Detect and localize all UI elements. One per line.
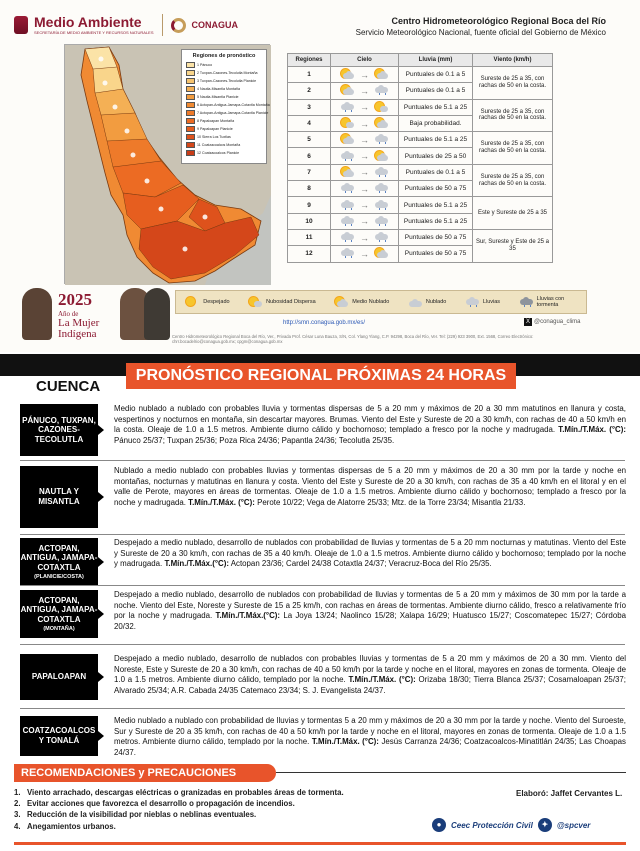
forecast-row: [288, 197, 553, 213]
conagua-ring-icon: [171, 18, 186, 33]
recommendations-title: RECOMENDACIONES y PRECAUCIONES: [14, 764, 276, 782]
basin-label: ACTOPAN, ANTIGUA, JAMAPA-COTAXTLA (MONTAÑA): [20, 590, 98, 638]
sky-icon: [374, 167, 389, 178]
legend-swatch: [186, 94, 195, 100]
cuenca-label: CUENCA: [36, 378, 101, 395]
woman-illustration: [22, 288, 52, 340]
sky-icon: [340, 102, 355, 113]
legend-item: 5 Nautla-Misantla Planicie: [186, 93, 262, 101]
pointer-triangle-icon: [98, 609, 104, 619]
basin-forecast-text: Medio nublado a nublado con probables lluvia y tormentas dispersas de 5 a 20 mm y máximos de 20 a 30 mm matutinos en llanura y costa, vespertinos y nocturnos en montaña, sin descartar mayores. Brumas. Viento del Este y Sureste de 20 a 30 km/h, con rachas de 40 a 50 km/h en la costa. Oleaje de 1.0 a 1.5 metros. Ambiente diurno cálido y bochornoso; templado a fresco por la noche y madrugada. T.Mín./T.Máx. (°C): Pánuco 25/37; Tuxpan 25/36; Poza Rica 24/36; Papantla 24/36; Tecolutla 25/35.: [114, 404, 626, 446]
forecast-regions-map: [64, 44, 270, 284]
sky-icon: [374, 232, 389, 243]
sky-cell: [331, 67, 399, 83]
sky-icon: [374, 69, 389, 80]
region-number: 1: [288, 67, 331, 83]
legend-swatch: [186, 110, 195, 116]
basin-label: PÁNUCO, TUXPAN, CAZONES-TECOLUTLA: [20, 404, 98, 456]
smn-link[interactable]: http://smn.conagua.gob.mx/es/: [283, 320, 366, 326]
region-number: 12: [288, 246, 331, 262]
sky-cell: [331, 132, 399, 148]
legend-items: [186, 61, 270, 157]
sky-icon: [374, 183, 389, 194]
wind-cell: Sureste de 25 a 35, con rachas de 50 en la costa.: [473, 164, 553, 197]
map-legend: [181, 49, 270, 164]
pointer-triangle-icon: [98, 425, 104, 435]
rain-cloud-icon: [465, 297, 480, 308]
wind-arrow-icon: →: [360, 200, 369, 211]
basin-label: ACTOPAN, ANTIGUA, JAMAPA-COTAXTLA (PLANICIE/COSTA): [20, 538, 98, 586]
rain-cell: Puntuales de 50 a 75: [399, 229, 473, 245]
sky-icon: [374, 134, 389, 145]
rain-cell: Puntuales de 5.1 a 25: [399, 99, 473, 115]
sky-cell: [331, 83, 399, 99]
anio-mujer-indigena-banner: [22, 286, 172, 344]
wind-arrow-icon: →: [360, 151, 369, 162]
basin-divider: [20, 708, 625, 709]
wind-cell: Este y Sureste de 25 a 35: [473, 197, 553, 230]
anio-year: 2025: [58, 290, 92, 309]
government-logos: [14, 10, 238, 40]
forecast-row: [288, 132, 553, 148]
sky-icon: [340, 232, 355, 243]
sky-icon: [340, 118, 355, 129]
sky-despejado: Despejado: [185, 297, 229, 308]
sky-nubosidad-dispersa: Nubosidad Dispersa: [248, 297, 316, 308]
legend-item: 8 Papaloapan Montaña: [186, 117, 262, 125]
recommendations-rule: [276, 772, 626, 773]
wind-cell: Sureste de 25 a 35, con rachas de 50 en la costa.: [473, 99, 553, 132]
region-number: 2: [288, 83, 331, 99]
col-viento: Viento (km/h): [473, 54, 553, 67]
forecast-table: [287, 53, 553, 263]
basin-forecast-text: Despejado a medio nublado, desarrollo de nublados con probables lluvias y tormentas de 5 a 20 mm y máximos de 20 a 30 mm. Viento del Noreste, Este y Sureste de 20 a 30 km/h, con rachas de 40 a 50 km/h por la tarde y noche en el litoral, mayores en zonas de tormenta. Oleaje de 1.0 a 1.5 metros. Ambiente diurno cálido, templado por la noche. T.Mín./T.Máx. (°C): Orizaba 18/30; Tierra Blanca 25/37; Cosamaloapan 25/37; Alvarado 25/34; A.R. Cabada 24/35 Catemaco 23/34; S. J. Evangelista 24/37.: [114, 654, 626, 696]
region-number: 10: [288, 213, 331, 229]
rain-cell: Puntuales de 0.1 a 5: [399, 83, 473, 99]
wind-cell: Sureste de 25 a 35, con rachas de 50 en la costa.: [473, 67, 553, 100]
sky-icon: [340, 248, 355, 259]
rain-cell: Puntuales de 5.1 a 25: [399, 197, 473, 213]
anio-line1: Año de: [58, 310, 79, 318]
legend-item: 4 Nautla-Misantla Montaña: [186, 85, 262, 93]
sky-icon: [374, 248, 389, 259]
wind-arrow-icon: →: [360, 69, 369, 80]
sky-icon: [340, 151, 355, 162]
wind-arrow-icon: →: [360, 85, 369, 96]
sky-icon: [340, 167, 355, 178]
legend-swatch: [186, 126, 195, 132]
protection-civil-icon: ●: [432, 818, 446, 832]
forecast-row: [288, 229, 553, 245]
wind-cell: Sur, Sureste y Este de 25 a 35: [473, 229, 553, 262]
center-title: Centro Hidrometeorológico Regional Boca del Río: [391, 16, 606, 26]
cloud-icon: [408, 297, 423, 308]
sky-nublado: Nublado: [408, 297, 447, 308]
x-logo-icon: X: [525, 319, 530, 325]
wind-arrow-icon: →: [360, 167, 369, 178]
rain-cell: Puntuales de 50 a 75: [399, 181, 473, 197]
sky-lluvias: Lluvias: [465, 297, 500, 308]
pointer-triangle-icon: [98, 731, 104, 741]
forecast-row: [288, 164, 553, 180]
sky-icon: [340, 69, 355, 80]
legend-item: 6 Actopan-Antigua-Jamapa-Cotaxtla Montaña: [186, 101, 262, 109]
sun-icon: [185, 297, 200, 308]
pointer-triangle-icon: [98, 672, 104, 682]
rain-cell: Puntuales de 5.1 a 25: [399, 213, 473, 229]
woman-illustration: [144, 288, 170, 340]
sky-cell: [331, 115, 399, 131]
recommendations-list: [14, 787, 344, 832]
legend-item: 9 Papaloapan Planicie: [186, 125, 262, 133]
region-number: 3: [288, 99, 331, 115]
bulletin-header: [356, 16, 606, 37]
center-address: Centro Hidrometeorológico Regional Boca del Río, Ver., Privada Prof. César Luna Bauza, S/N, Col. Ylang Ylang, C.P. 94298, Boca del Río, Ver. Tel: (229) 923 3900, Ext. 1568, Correo Electrónico: chrr.bocadelrio@conagua.gob.mx; cpgm@conagua.gob.mx: [172, 334, 534, 345]
region-number: 9: [288, 197, 331, 213]
legend-swatch: [186, 102, 195, 108]
region-number: 6: [288, 148, 331, 164]
sky-medio-nublado: Medio Nublado: [334, 297, 389, 308]
basin-forecast-text: Despejado a medio nublado, desarrollo de nublados con probabilidad de lluvias y tormentas de 5 a 20 mm y máximos de 30 mm por la tarde a noche. Viento del Este, Noreste y Sureste de 15 a 25 km/h, con rachas en áreas de tormentas. Ambiente diurno cálido, fresco a relativamente frío por la noche y madrugada. T.Mín./T.Máx.(°C): La Joya 13/24; Naolinco 15/28; Xalapa 16/29; Huatusco 15/27; Coscomatepec 15/27; Córdoba 20/32.: [114, 590, 626, 632]
wind-arrow-icon: →: [360, 248, 369, 259]
recommendation-item: 3. Reducción de la visibilidad por nieblas o neblinas eventuales.: [14, 810, 257, 820]
sky-icon: [374, 200, 389, 211]
recommendation-item: 1. Viento arrachado, descargas eléctricas o granizadas en probables áreas de tormenta.: [14, 788, 344, 797]
recommendation-item: 2. Evitar acciones que favorezca el desarrollo o propagación de incendios.: [14, 799, 295, 809]
basin-divider: [20, 460, 625, 461]
basin-label: NAUTLA Y MISANTLA: [20, 466, 98, 528]
wind-arrow-icon: →: [360, 232, 369, 243]
col-regiones: Regiones: [288, 54, 331, 67]
sky-icon: [374, 118, 389, 129]
region-number: 11: [288, 229, 331, 245]
rain-cell: Puntuales de 0.1 a 5: [399, 164, 473, 180]
bottom-rule: [14, 842, 626, 845]
forecast-row: [288, 99, 553, 115]
footer-pc[interactable]: Ceec Protección Civil: [451, 820, 533, 830]
wind-arrow-icon: →: [360, 216, 369, 227]
basin-forecast-text: Despejado a medio nublado, desarrollo de nublados con probabilidad de lluvias y tormentas de 5 a 20 mm nocturnas y matutinas. Viento del Este y Sureste de 20 a 30 km/h, con rachas de 35 a 40 km/h. Oleaje de 1.0 a 1.5 metros. Ambiente diurno cálido y bochornoso; templado por la noche y madrugada. T.Mín./T.Máx.(°C): Actopan 23/36; Cardel 24/38 Cotaxtla 24/37; Veracruz-Boca del Río 25/35.: [114, 538, 626, 569]
rain-cell: Puntuales de 5.1 a 25: [399, 132, 473, 148]
legend-item: 1 Pánuco: [186, 61, 262, 69]
sky-lluvias-tormenta: Lluvias con tormenta: [519, 296, 577, 308]
region-number: 4: [288, 115, 331, 131]
legend-item: 10 Sierra Los Tuxtlas: [186, 133, 262, 141]
wind-arrow-icon: →: [360, 134, 369, 145]
wind-arrow-icon: →: [360, 118, 369, 129]
sky-cell: [331, 99, 399, 115]
sun-small-cloud-icon: [248, 297, 263, 308]
forecast-row: [288, 67, 553, 83]
elaboro: Elaboró: Jaffet Cervantes L.: [516, 789, 623, 798]
twitter-icon: ✦: [538, 818, 552, 832]
region-number: 7: [288, 164, 331, 180]
basin-forecast-text: Medio nublado a nublado con probabilidad de lluvias y tormentas 5 a 20 mm y máximos de 20 a 30 mm por la tarde y noche. Viento del Suroeste, Sur y Sureste de 20 a 35 km/h, con rachas de 40 a 50 km/h por la tarde y noche en el litoral, mayores en zonas de tormenta. Oleaje de 1.0 a 1.5 metros. Ambiente diurno cálido, templado por la noche. T.Mín./T.Máx. (°C): Jesús Carranza 24/36; Coatzacoalcos-Minatitlán 24/35; Las Choapas 24/37.: [114, 716, 626, 758]
sky-icon: [340, 200, 355, 211]
sky-icon: [340, 183, 355, 194]
sky-cell: [331, 164, 399, 180]
sky-cell: [331, 229, 399, 245]
forecast-table-header: [288, 54, 553, 67]
legend-swatch: [186, 118, 195, 124]
legend-item: 3 Tuxpan-Cazones-Tecolutla Planicie: [186, 77, 262, 85]
region-number: 5: [288, 132, 331, 148]
sky-cell: [331, 148, 399, 164]
anio-line23: La Mujer Indígena: [58, 317, 100, 340]
col-cielo: Cielo: [331, 54, 399, 67]
wind-arrow-icon: →: [360, 102, 369, 113]
wind-arrow-icon: →: [360, 183, 369, 194]
sky-cell: [331, 213, 399, 229]
sky-icon: [374, 102, 389, 113]
legend-item: 12 Coatzacoalcos Planicie: [186, 149, 262, 157]
basin-divider: [20, 534, 625, 535]
center-subtitle: Servicio Meteorológico Nacional, fuente oficial del Gobierno de México: [355, 28, 606, 37]
legend-swatch: [186, 62, 195, 68]
legend-item: 11 Coatzacoalcos Montaña: [186, 141, 262, 149]
sky-icon: [374, 151, 389, 162]
logo-divider: [162, 14, 163, 36]
legend-title: Regiones de pronóstico: [192, 53, 256, 59]
sky-legend: [175, 290, 587, 314]
shield-icon: [14, 16, 28, 34]
sky-icon: [340, 85, 355, 96]
basin-forecast-text: Nublado a medio nublado con probables lluvias y tormentas dispersas de 5 a 20 mm y máximos de 20 a 30 mm por la tarde y noche en montañas, nocturnas y matutinas en llanura y costa. Viento del Este y Sureste de 20 a 30 km/h, con rachas de 35 a 40 km/h en el litoral y en el valle de Perote, mayores en áreas de tormentas. Oleaje de 1.0 a 1.5 metros. Ambiente diurno cálido y bochornoso; templado a fresco por la noche y madrugada. T.Mín./T.Máx. (°C): Perote 10/22; Vega de Alatorre 25/33; Mtz. de la Torre 23/34; Misantla 21/33.: [114, 466, 626, 508]
basin-divider: [20, 585, 625, 586]
basin-divider: [20, 644, 625, 645]
footer-social: [432, 818, 590, 832]
legend-swatch: [186, 142, 195, 148]
forecast-infographic: [0, 0, 640, 352]
sky-cell: [331, 181, 399, 197]
col-lluvia: Lluvia (mm): [399, 54, 473, 67]
legend-item: 7 Actopan-Antigua-Jamapa-Cotaxtla Planicie: [186, 109, 262, 117]
sky-icon: [340, 134, 355, 145]
wind-cell: Sureste de 25 a 35, con rachas de 50 en la costa.: [473, 132, 553, 165]
sky-icon: [374, 216, 389, 227]
pointer-triangle-icon: [98, 557, 104, 567]
rain-cell: Puntuales de 0.1 a 5: [399, 67, 473, 83]
basin-label: PAPALOAPAN: [20, 654, 98, 700]
legend-swatch: [186, 86, 195, 92]
pointer-triangle-icon: [98, 492, 104, 502]
rain-cell: Puntuales de 50 a 75: [399, 246, 473, 262]
region-number: 8: [288, 181, 331, 197]
legend-swatch: [186, 150, 195, 156]
legend-swatch: [186, 70, 195, 76]
recommendation-item: 4. Anegamientos urbanos.: [14, 821, 116, 831]
legend-swatch: [186, 134, 195, 140]
rain-cell: Baja probabilidad.: [399, 115, 473, 131]
sky-icon: [374, 85, 389, 96]
sky-cell: [331, 246, 399, 262]
sun-cloud-icon: [334, 297, 349, 308]
storm-cloud-icon: [519, 297, 534, 308]
sky-icon: [340, 216, 355, 227]
footer-handle[interactable]: @spcver: [556, 820, 591, 830]
basin-label: COATZACOALCOS Y TONALÁ: [20, 716, 98, 756]
rain-cell: Puntuales de 25 a 50: [399, 148, 473, 164]
conagua-logo: CONAGUA: [191, 20, 239, 30]
medio-ambiente-logo: Medio Ambiente SECRETARÍA DE MEDIO AMBIENTE Y RECURSOS NATURALES: [34, 14, 154, 35]
legend-swatch: [186, 78, 195, 84]
legend-item: 2 Tuxpan-Cazones-Tecolutla Montaña: [186, 69, 262, 77]
section-title: PRONÓSTICO REGIONAL PRÓXIMAS 24 HORAS: [126, 363, 516, 389]
x-handle[interactable]: X @conagua_clima: [525, 319, 581, 325]
sky-cell: [331, 197, 399, 213]
